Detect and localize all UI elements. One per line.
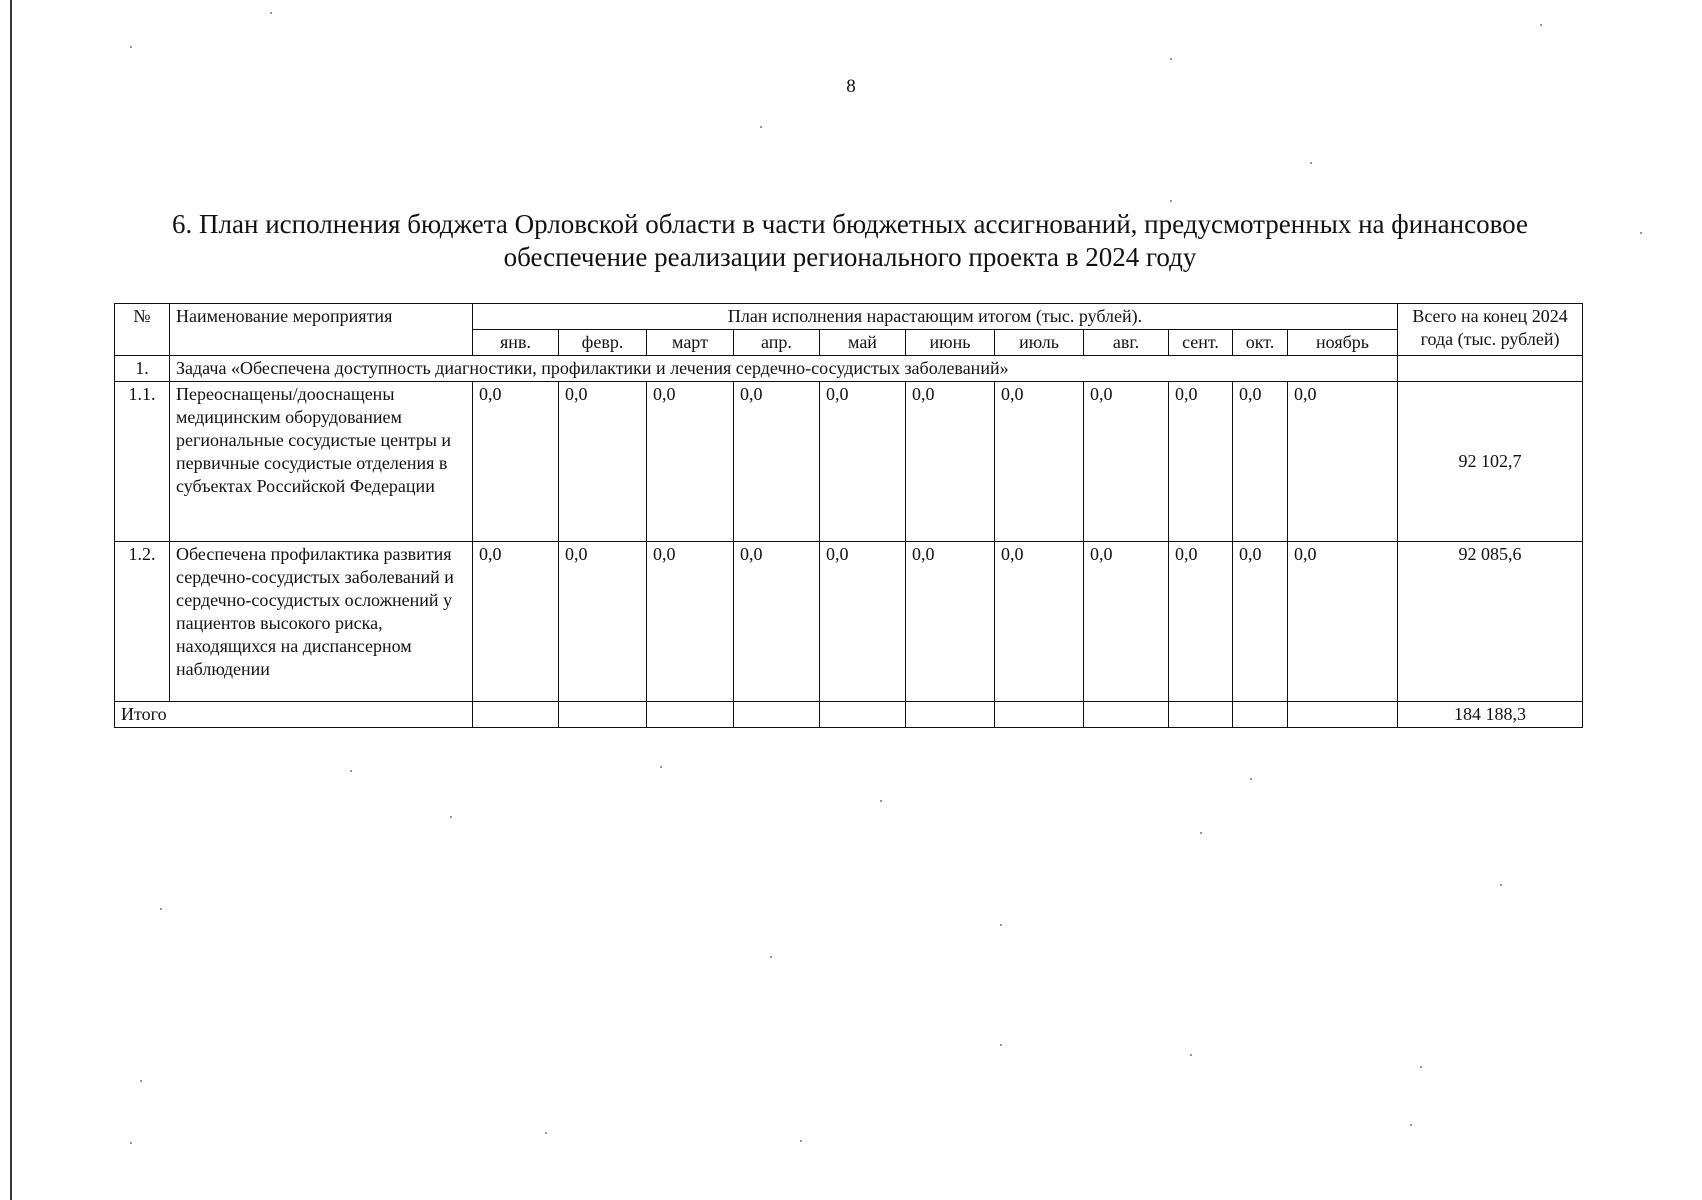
scan-speck bbox=[1250, 778, 1252, 780]
row-name: Обеспечена профилактика развития сердечно-сосудистых заболеваний и сердечно-сосудистых осложнений у пациентов высокого риска, находящихся на диспансерном наблюдении bbox=[170, 542, 473, 702]
page-number: 8 bbox=[846, 76, 856, 97]
scan-speck bbox=[1310, 162, 1312, 164]
footer-label: Итого bbox=[115, 702, 473, 728]
row-value: 0,0 bbox=[1084, 382, 1169, 542]
header-month: июнь bbox=[906, 330, 995, 356]
header-month: янв. bbox=[473, 330, 559, 356]
scan-speck bbox=[880, 800, 882, 802]
row-value: 0,0 bbox=[1084, 542, 1169, 702]
scan-speck bbox=[660, 766, 662, 768]
scan-speck bbox=[1200, 832, 1202, 834]
row-total: 92 102,7 bbox=[1398, 382, 1583, 542]
header-month: ноябрь bbox=[1288, 330, 1398, 356]
header-month: апр. bbox=[734, 330, 820, 356]
task-row bbox=[115, 356, 1583, 382]
row-value: 0,0 bbox=[995, 382, 1084, 542]
row-num: 1.2. bbox=[115, 542, 170, 702]
scan-speck bbox=[140, 1080, 142, 1082]
footer-empty bbox=[559, 702, 647, 728]
header-month: март bbox=[647, 330, 734, 356]
task-text: Задача «Обеспечена доступность диагностики, профилактики и лечения сердечно-сосудистых заболеваний» bbox=[170, 356, 1398, 382]
scan-speck bbox=[130, 1142, 132, 1144]
row-value: 0,0 bbox=[1288, 542, 1398, 702]
row-value: 0,0 bbox=[906, 542, 995, 702]
row-value: 0,0 bbox=[734, 382, 820, 542]
row-value: 0,0 bbox=[734, 542, 820, 702]
row-value: 0,0 bbox=[1233, 542, 1288, 702]
scan-speck bbox=[1410, 1124, 1412, 1126]
row-name: Переоснащены/дооснащены медицинским оборудованием региональные сосудистые центры и первичные сосудистые отделения в субъектах Российской Федерации bbox=[170, 382, 473, 542]
section-title-line-1: 6. План исполнения бюджета Орловской области в части бюджетных ассигнований, предусмотренных на финансовое bbox=[172, 209, 1528, 239]
section-title bbox=[100, 208, 1600, 274]
scan-speck bbox=[1170, 58, 1172, 60]
scan-left-edge bbox=[10, 0, 12, 1200]
footer-empty bbox=[473, 702, 559, 728]
scan-speck bbox=[270, 12, 272, 14]
scan-speck bbox=[545, 1132, 547, 1134]
header-month: февр. bbox=[559, 330, 647, 356]
row-value: 0,0 bbox=[647, 382, 734, 542]
row-value: 0,0 bbox=[1233, 382, 1288, 542]
scan-speck bbox=[1170, 200, 1172, 202]
footer-row bbox=[115, 702, 1583, 728]
row-value: 0,0 bbox=[473, 382, 559, 542]
row-value: 0,0 bbox=[820, 542, 906, 702]
footer-empty bbox=[1288, 702, 1398, 728]
row-value: 0,0 bbox=[1169, 542, 1233, 702]
header-month: май bbox=[820, 330, 906, 356]
footer-empty bbox=[1169, 702, 1233, 728]
section-title-line-2: обеспечение реализации регионального проекта в 2024 году bbox=[503, 242, 1197, 272]
scan-speck bbox=[130, 46, 132, 48]
scan-speck bbox=[1540, 24, 1542, 26]
header-plan-group: План исполнения нарастающим итогом (тыс. рублей). bbox=[473, 304, 1398, 330]
scan-speck bbox=[450, 816, 452, 818]
scan-speck bbox=[1500, 884, 1502, 886]
row-value: 0,0 bbox=[820, 382, 906, 542]
scan-speck bbox=[160, 908, 162, 910]
footer-empty bbox=[647, 702, 734, 728]
scan-speck bbox=[770, 956, 772, 958]
row-value: 0,0 bbox=[1288, 382, 1398, 542]
header-month: окт. bbox=[1233, 330, 1288, 356]
scan-speck bbox=[800, 1140, 802, 1142]
table-row bbox=[115, 382, 1583, 542]
scan-speck bbox=[760, 126, 762, 128]
table-header-row-1 bbox=[115, 304, 1583, 330]
footer-empty bbox=[820, 702, 906, 728]
header-total: Всего на конец 2024 года (тыс. рублей) bbox=[1398, 304, 1583, 356]
footer-empty bbox=[1233, 702, 1288, 728]
scan-speck bbox=[1190, 1054, 1192, 1056]
scan-speck bbox=[350, 770, 352, 772]
task-total-empty bbox=[1398, 356, 1583, 382]
header-month: сент. bbox=[1169, 330, 1233, 356]
scan-speck bbox=[1000, 1044, 1002, 1046]
footer-empty bbox=[734, 702, 820, 728]
row-value: 0,0 bbox=[559, 542, 647, 702]
footer-empty bbox=[906, 702, 995, 728]
footer-empty bbox=[995, 702, 1084, 728]
footer-empty bbox=[1084, 702, 1169, 728]
header-num: № bbox=[115, 304, 170, 356]
row-value: 0,0 bbox=[647, 542, 734, 702]
scan-speck bbox=[1420, 1066, 1422, 1068]
budget-plan-table bbox=[114, 303, 1583, 728]
row-value: 0,0 bbox=[473, 542, 559, 702]
scan-speck bbox=[1000, 924, 1002, 926]
row-value: 0,0 bbox=[906, 382, 995, 542]
task-num: 1. bbox=[115, 356, 170, 382]
footer-total: 184 188,3 bbox=[1398, 702, 1583, 728]
row-value: 0,0 bbox=[1169, 382, 1233, 542]
row-value: 0,0 bbox=[995, 542, 1084, 702]
row-value: 0,0 bbox=[559, 382, 647, 542]
header-month: авг. bbox=[1084, 330, 1169, 356]
header-month: июль bbox=[995, 330, 1084, 356]
row-total: 92 085,6 bbox=[1398, 542, 1583, 702]
header-name: Наименование мероприятия bbox=[170, 304, 473, 356]
table-row bbox=[115, 542, 1583, 702]
row-num: 1.1. bbox=[115, 382, 170, 542]
scan-speck bbox=[1640, 232, 1642, 234]
